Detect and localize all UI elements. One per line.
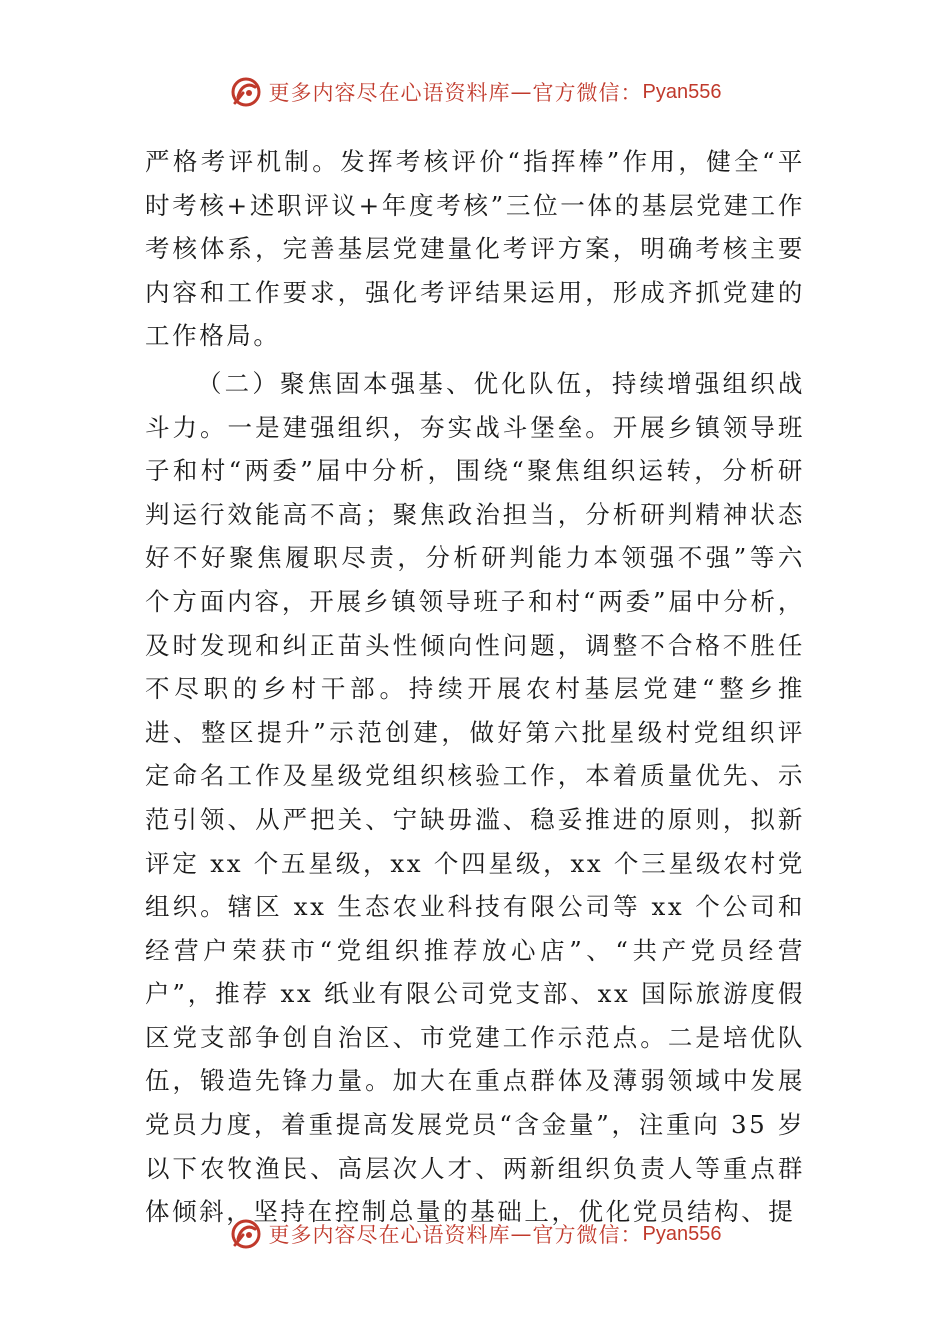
header-banner — [0, 70, 950, 114]
logo-icon — [229, 1217, 263, 1251]
logo-icon — [229, 75, 263, 109]
banner-wechat-id: Pyan556 — [642, 1222, 722, 1245]
paragraph-1: 严格考评机制。发挥考核评价“指挥棒”作用，健全“平时考核+述职评议+年度考核”三位一体的基层党建工作考核体系，完善基层党建量化考评方案，明确考核主要内容和工作要求，强化考评结果运用，形成齐抓党建的工作格局。 — [145, 147, 805, 351]
banner-text: 更多内容尽在心语资料库 — [268, 1223, 511, 1247]
banner-dash: — — [510, 1222, 533, 1246]
paragraph-2: （二）聚焦固本强基、优化队伍，持续增强组织战斗力。一是建强组织，夯实战斗堡垒。开展乡镇领导班子和村“两委”届中分析，围绕“聚焦组织运转，分析研判运行效能高不高；聚焦政治担当，分析研判精神状态好不好聚焦履职尽责，分析研判能力本领强不强”等六个方面内容，开展乡镇领导班子和村“两委”届中分析，及时发现和纠正苗头性倾向性问题，调整不合格不胜任不尽职的乡村干部。持续开展农村基层党建“整乡推进、整区提升”示范创建，做好第六批星级村党组织评定命名工作及星级党组织核验工作，本着质量优先、示范引领、从严把关、宁缺毋滥、稳妥推进的原则，拟新评定 xx 个五星级，xx 个四星级，xx 个三星级农村党组织。辖区 xx 生态农业科技有限公司等 xx 个公司和经营户荣获市“党组织推荐放心店”、“共产党员经营户”，推荐 xx 纸业有限公司党支部、xx 国际旅游度假区党支部争创自治区、市党建工作示范点。二是培优队伍，锻造先锋力量。加大在重点群体及薄弱领域中发展党员力度，着重提高发展党员“含金量”，注重向 35 岁以下农牧渔民、高层次人才、两新组织负责人等重点群体倾斜，坚持在控制总量的基础上，优化党员结构、提 — [145, 368, 805, 1227]
banner-text: 更多内容尽在心语资料库 — [268, 81, 511, 105]
footer-banner — [0, 1212, 950, 1256]
banner-wechat-id: Pyan556 — [642, 80, 722, 103]
banner-dash: — — [510, 80, 533, 104]
document-body — [145, 140, 805, 1234]
banner-wechat-label: 官方微信： — [532, 81, 643, 105]
banner-wechat-label: 官方微信： — [532, 1223, 643, 1247]
